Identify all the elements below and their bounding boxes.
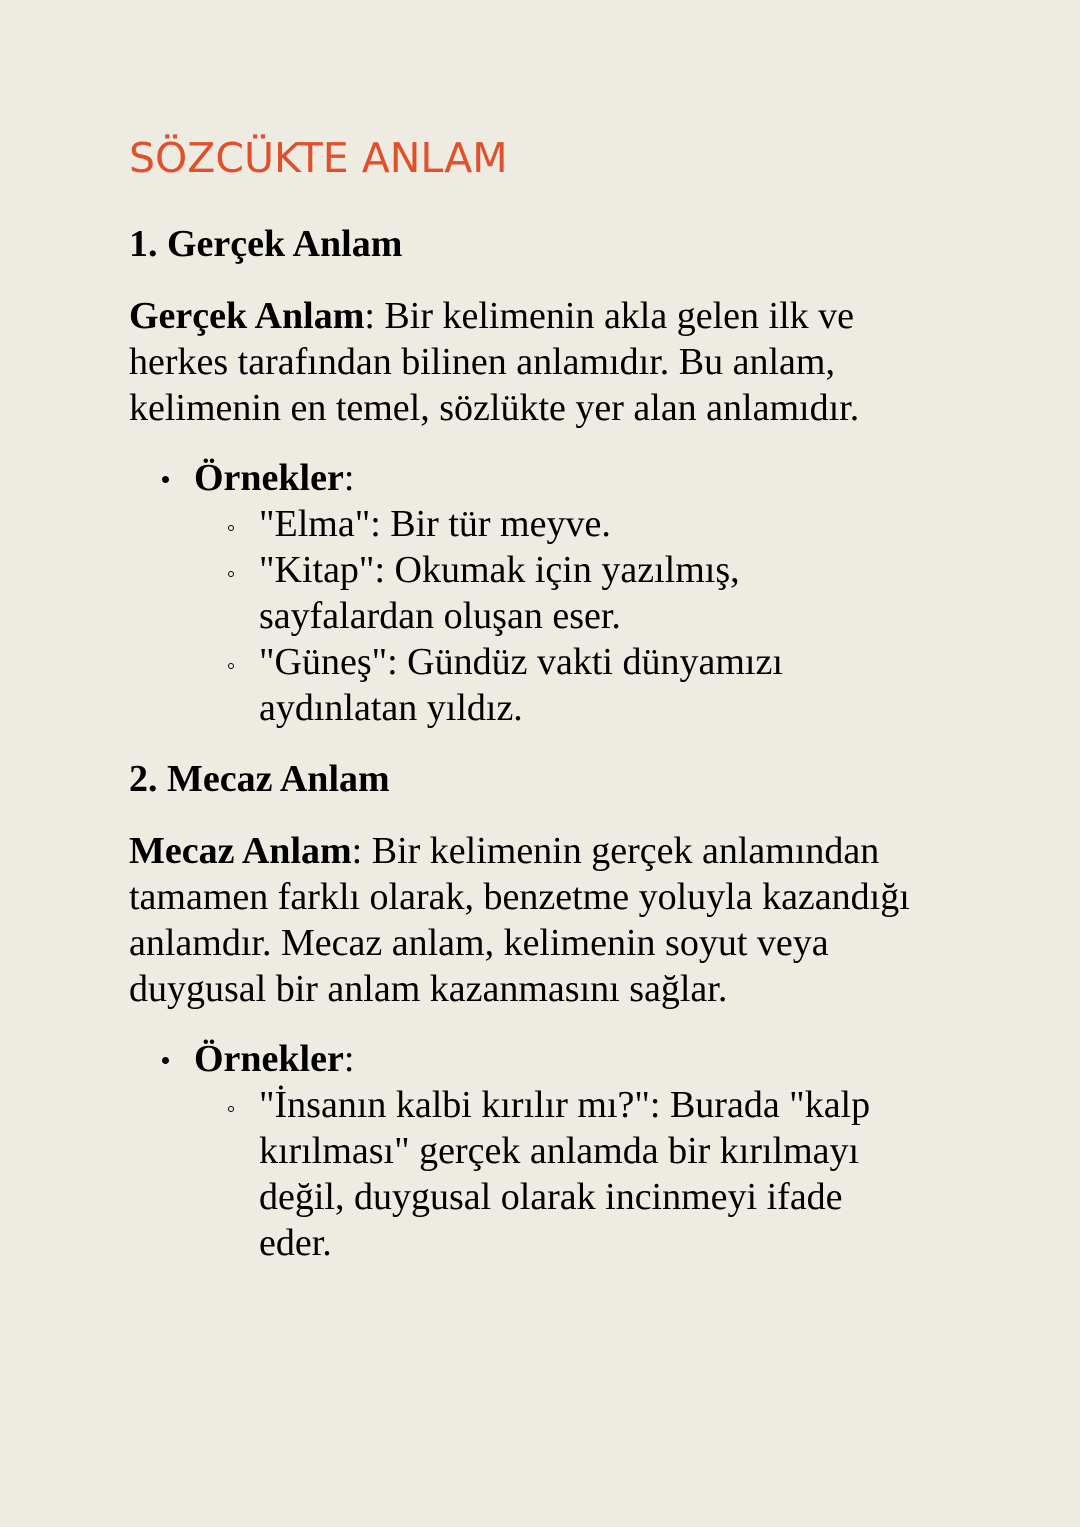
bullet-circle-icon xyxy=(228,571,234,577)
section-heading-gercek-anlam: 1. Gerçek Anlam xyxy=(129,223,403,265)
definition-separator: : xyxy=(351,830,363,872)
examples-list-item xyxy=(129,1036,919,1266)
document-title: SÖZCÜKTE ANLAM xyxy=(129,134,508,182)
definition-separator: : xyxy=(364,295,375,337)
bullet-circle-icon xyxy=(228,1106,234,1112)
example-text: "Kitap": Okumak için yazılmış, sayfalardan oluşan eser. xyxy=(259,549,740,637)
examples-list-item xyxy=(129,455,849,731)
examples-list-gercek-anlam xyxy=(129,455,849,731)
examples-label: Örnekler xyxy=(194,1038,344,1080)
bullet-circle-icon xyxy=(228,663,234,669)
definition-text: Bir kelimenin gerçek anlamından tamamen farklı olarak, benzetme yoluyla kazandığı anlamdır. Mecaz anlam, kelimenin soyut veya duygusal bir anlam kazanmasını sağlar. xyxy=(129,830,910,1010)
definition-text: Bir kelimenin akla gelen ilk ve herkes tarafından bilinen anlamıdır. Bu anlam, kelimenin en temel, sözlükte yer alan anlamıdır. xyxy=(129,295,860,429)
example-text: "Elma": Bir tür meyve. xyxy=(259,503,611,545)
example-text: "İnsanın kalbi kırılır mı?": Burada "kalp kırılması" gerçek anlamda bir kırılmayı değil, duygusal olarak incinmeyi ifade eder. xyxy=(259,1084,871,1264)
definition-term: Gerçek Anlam xyxy=(129,295,365,337)
examples-sublist xyxy=(194,1082,919,1266)
examples-sublist xyxy=(194,501,849,731)
examples-label-separator: : xyxy=(343,1038,355,1080)
definition-paragraph-mecaz-anlam xyxy=(129,828,959,1012)
section-heading-mecaz-anlam: 2. Mecaz Anlam xyxy=(129,758,390,800)
definition-term: Mecaz Anlam xyxy=(129,830,352,872)
examples-label: Örnekler xyxy=(194,457,344,499)
bullet-circle-icon xyxy=(228,525,234,531)
example-item xyxy=(194,501,849,547)
example-item xyxy=(194,639,849,731)
example-item xyxy=(194,547,849,639)
definition-paragraph-gercek-anlam xyxy=(129,293,959,431)
bullet-disc-icon xyxy=(162,476,169,483)
examples-list-mecaz-anlam xyxy=(129,1036,919,1266)
example-item xyxy=(194,1082,919,1266)
bullet-disc-icon xyxy=(162,1057,169,1064)
example-text: "Güneş": Gündüz vakti dünyamızı aydınlatan yıldız. xyxy=(259,641,783,729)
examples-label-separator: : xyxy=(343,457,355,499)
